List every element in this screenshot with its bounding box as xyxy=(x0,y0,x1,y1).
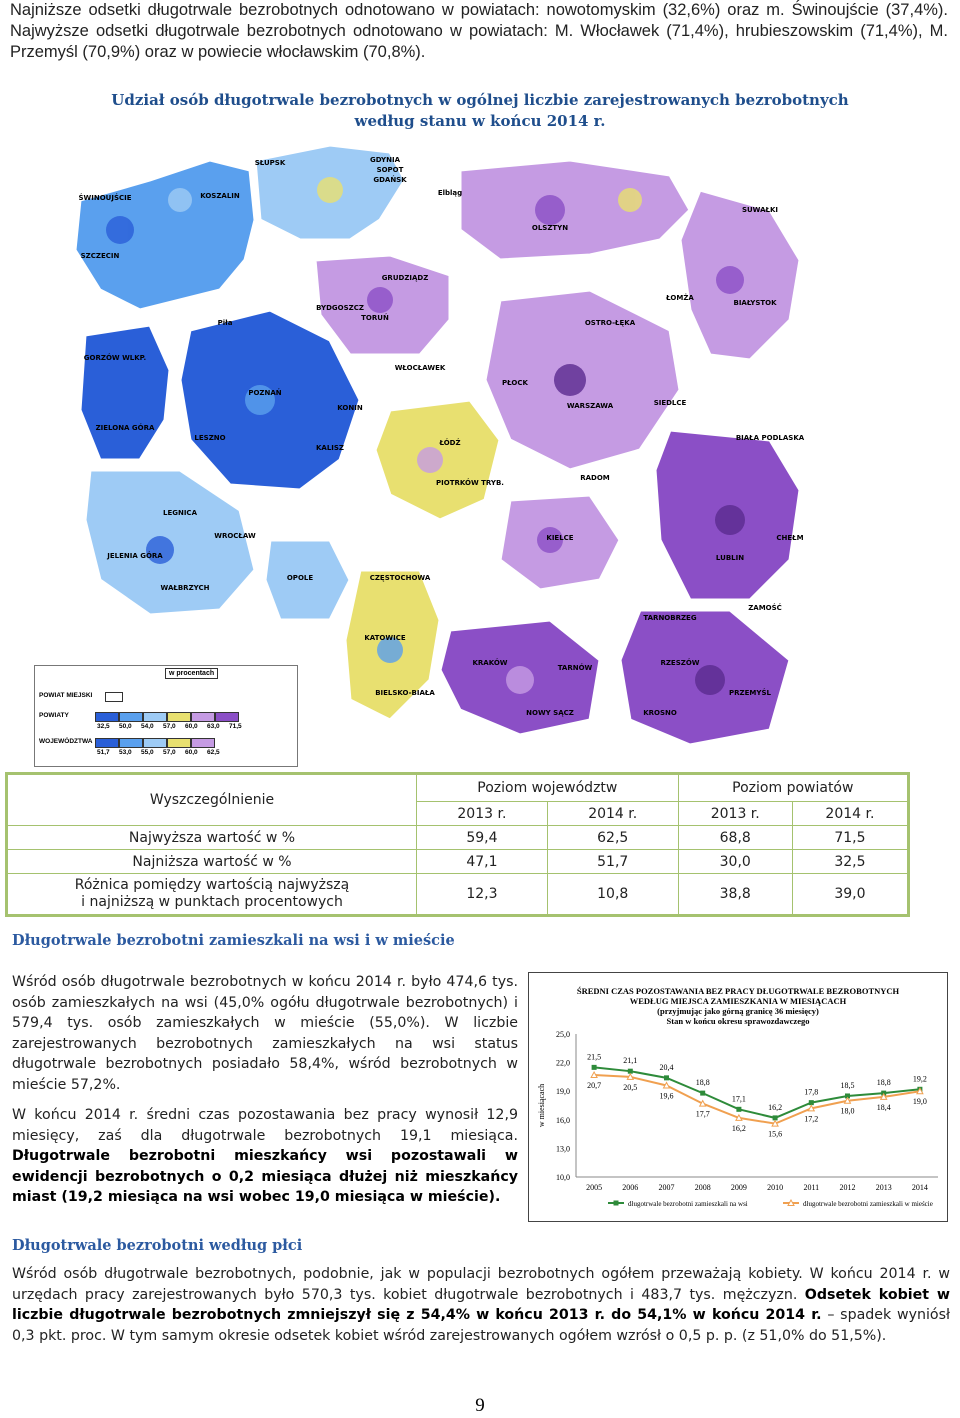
patch xyxy=(618,188,642,212)
table-row xyxy=(7,874,909,916)
table-cell: 71,5 xyxy=(792,826,908,850)
table-row xyxy=(7,850,909,874)
chart-data-label: 21,5 xyxy=(587,1052,602,1062)
paragraph-bold: Długotrwale bezrobotni mieszkańcy wsi pozostawali w ewidencji bezrobotnych o 0,2 miesiąca dłużej niż mieszkańcy miast (19,2 miesiąca na wsi wobec 19,0 miesiąca w mieście). xyxy=(12,1148,518,1205)
label-katowice: KATOWICE xyxy=(364,634,406,642)
intro-paragraph: Najniższe odsetki długotrwale bezrobotnych odnotowano w powiatach: nowotomyskim (32,6%) oraz m. Świnoujście (37,4%). Najwyższe odsetki długotrwale bezrobotnych odnotowano w powiatach: M. Włocławek (71,4%), hrubieszowskim (71,4%), M. Przemyśl (70,9%) oraz w powiecie włocławskim (70,8%). xyxy=(10,1,948,61)
legend-value: 51,7 xyxy=(97,749,110,756)
label-pila: Piła xyxy=(217,319,233,327)
chart-data-label: 18,0 xyxy=(840,1106,855,1116)
gender-text xyxy=(12,1264,950,1346)
chart-data-label: 19,2 xyxy=(912,1074,927,1084)
chart-title-line: Stan w końcu okresu sprawozdawczego xyxy=(666,1016,810,1026)
chart-legend-marker xyxy=(614,1201,619,1206)
legend-woj-swatches xyxy=(95,738,215,748)
voivodeships xyxy=(75,145,800,745)
chart-x-tick: 2013 xyxy=(875,1183,892,1192)
legend-powiaty-values xyxy=(97,723,251,730)
label-nowy-sacz: NOWY SĄCZ xyxy=(526,709,574,717)
patch xyxy=(506,666,534,694)
label-opole: OPOLE xyxy=(286,574,314,582)
label-warszawa: WARSZAWA xyxy=(566,402,614,410)
label-tarnobrzeg: TARNOBRZEG xyxy=(643,614,697,622)
chart-data-label: 18,8 xyxy=(695,1078,710,1088)
chart-point xyxy=(592,1065,597,1070)
table-year: 2013 r. xyxy=(678,802,792,826)
label-szczecin: SZCZECIN xyxy=(80,252,120,260)
stats-table xyxy=(5,772,910,917)
legend-swatch xyxy=(95,712,119,722)
patch xyxy=(535,195,565,225)
label-siedlce: SIEDLCE xyxy=(653,399,687,407)
table-year: 2014 r. xyxy=(547,802,678,826)
chart-point xyxy=(700,1091,705,1096)
label-radom: RADOM xyxy=(580,474,610,482)
chart-data-label: 19,6 xyxy=(659,1091,674,1101)
chart-data-label: 18,8 xyxy=(876,1078,891,1088)
chart-point xyxy=(664,1075,669,1080)
legend-powiaty-label: POWIATY xyxy=(39,712,69,719)
voiv-lubuskie xyxy=(80,325,170,460)
table-cell: 62,5 xyxy=(547,826,678,850)
duration-chart xyxy=(528,972,948,1222)
patch xyxy=(367,287,393,313)
label-gorzow: GORZÓW WLKP. xyxy=(83,354,147,362)
chart-legend-label: długotrwale bezrobotni zamieszkali na wsi xyxy=(628,1200,748,1208)
label-slupsk: SŁUPSK xyxy=(254,159,286,167)
label-olsztyn: OLSZTYN xyxy=(531,224,569,232)
chart-data-label: 20,5 xyxy=(623,1082,638,1092)
paragraph-normal: W końcu 2014 r. średni czas pozostawania bez pracy wynosił 12,9 miesięcy, zaś dla długotrwale bezrobotnych 19,1 miesiąca. xyxy=(12,1107,518,1144)
chart-x-tick: 2005 xyxy=(586,1183,603,1192)
legend-swatch xyxy=(143,738,167,748)
label-jelenia: JELENIA GÓRA xyxy=(107,552,163,560)
legend-city-label: POWIAT MIEJSKI xyxy=(39,692,93,699)
label-krosno: KROSNO xyxy=(643,709,677,717)
label-ostroleka: OSTRO-ŁĘKA xyxy=(584,319,636,327)
legend-swatch xyxy=(119,738,143,748)
patch xyxy=(317,177,343,203)
label-krakow: KRAKÓW xyxy=(472,659,508,667)
chart-y-tick: 13,0 xyxy=(556,1144,570,1154)
map-title-line2: według stanu w końcu 2014 r. xyxy=(354,112,606,130)
chart-x-tick: 2006 xyxy=(622,1183,639,1192)
table-header-row xyxy=(7,774,909,802)
label-przemysl: PRZEMYŚL xyxy=(729,689,771,697)
label-legnica: LEGNICA xyxy=(162,509,198,517)
chart-title-line: ŚREDNI CZAS POZOSTAWANIA BEZ PRACY DŁUGOTRWALE BEZROBOTNYCH xyxy=(576,986,900,996)
label-rzeszow: RZESZÓW xyxy=(660,659,700,667)
chart-legend-label: długotrwale bezrobotni zamieszkali w mieście xyxy=(803,1200,933,1208)
table-header-first: Wyszczególnienie xyxy=(7,774,417,826)
chart-y-label: w miesiącach xyxy=(537,1083,546,1128)
patch xyxy=(168,188,192,212)
label-torun: TORUŃ xyxy=(361,314,389,322)
chart-x-tick: 2010 xyxy=(767,1183,784,1192)
legend-value: 60,0 xyxy=(185,749,198,756)
label-walbrzych: WAŁBRZYCH xyxy=(160,584,210,592)
patch xyxy=(554,364,586,396)
chart-y-tick: 22,0 xyxy=(556,1058,570,1068)
table-row-label: Najniższa wartość w % xyxy=(7,850,417,874)
label-poznan: POZNAŃ xyxy=(248,389,282,397)
chart-data-label: 17,2 xyxy=(804,1114,819,1124)
chart-data-label: 18,4 xyxy=(876,1102,891,1112)
chart-data-label: 17,7 xyxy=(695,1109,710,1119)
label-tarnow: TARNÓW xyxy=(557,664,593,672)
legend-value: 62,5 xyxy=(207,749,220,756)
chart-data-label: 15,6 xyxy=(768,1129,783,1139)
label-sopot: SOPOT xyxy=(376,166,404,174)
label-piotrkow: PIOTRKÓW TRYB. xyxy=(436,479,504,487)
table-cell: 38,8 xyxy=(678,874,792,916)
table-cell: 51,7 xyxy=(547,850,678,874)
chart-data-label: 16,2 xyxy=(768,1102,783,1112)
table-cell: 47,1 xyxy=(417,850,548,874)
label-swinoujscie: ŚWINOUJŚCIE xyxy=(78,194,132,202)
legend-swatch xyxy=(143,712,167,722)
table-row-label: Najwyższa wartość w % xyxy=(7,826,417,850)
chart-data-label: 21,1 xyxy=(623,1056,638,1066)
label-grudziadz: GRUDZIĄDZ xyxy=(381,274,429,282)
table-header-pow: Poziom powiatów xyxy=(678,774,908,802)
page-number: 9 xyxy=(475,1395,485,1416)
table-cell: 32,5 xyxy=(792,850,908,874)
legend-value: 57,0 xyxy=(163,749,176,756)
label-plock: PŁOCK xyxy=(502,379,528,387)
legend-swatch xyxy=(215,712,239,722)
paragraph: Wśród osób długotrwale bezrobotnych w końcu 2014 r. było 474,6 tys. osób zamieszkałych na wsi (45,0% ogółu długotrwale bezrobotnych) i 579,4 tys. osób zamieszkałych w mieście (55,0%). W liczbie zarejestrowanych bezrobotnych zamieszkałych na wsi status długotrwale bezrobotnych posiadało 58,4%, wśród bezrobotnych w mieście 57,2%. xyxy=(12,974,518,1093)
label-biala: BIAŁA PODLASKA xyxy=(735,434,805,442)
table-cell: 30,0 xyxy=(678,850,792,874)
legend-woj-values xyxy=(97,749,229,756)
label-koszalin: KOSZALIN xyxy=(200,192,240,200)
residence-text xyxy=(12,972,518,1218)
legend-swatch xyxy=(167,738,191,748)
legend-swatch xyxy=(191,712,215,722)
chart-data-label: 20,4 xyxy=(659,1062,674,1072)
chart-point xyxy=(736,1107,741,1112)
label-chelm: CHEŁM xyxy=(776,534,804,542)
chart-x-tick: 2007 xyxy=(658,1183,675,1192)
patch xyxy=(695,665,725,695)
label-wroclaw: WROCŁAW xyxy=(214,532,256,540)
legend-value: 57,0 xyxy=(163,723,176,730)
table-year: 2013 r. xyxy=(417,802,548,826)
chart-x-tick: 2011 xyxy=(803,1183,820,1192)
label-kalisz: KALISZ xyxy=(315,444,345,452)
label-leszno: LESZNO xyxy=(194,434,226,442)
legend-city-swatch xyxy=(105,692,123,702)
table-row xyxy=(7,826,909,850)
map-legend xyxy=(34,665,298,767)
legend-heading: w procentach xyxy=(165,668,218,679)
table-cell: 10,8 xyxy=(547,874,678,916)
table-cell: 59,4 xyxy=(417,826,548,850)
label-bialystok: BIAŁYSTOK xyxy=(733,299,777,307)
label-kielce: KIELCE xyxy=(546,534,574,542)
legend-powiaty-swatches xyxy=(95,712,239,722)
map-title xyxy=(80,90,880,132)
label-lodz: ŁÓDŹ xyxy=(439,439,461,447)
legend-value: 71,5 xyxy=(229,723,242,730)
chart-title-line: (przyjmując jako górną granicę 36 miesięcy) xyxy=(657,1006,819,1016)
chart-y-tick: 16,0 xyxy=(556,1115,570,1125)
chart-x-tick: 2009 xyxy=(730,1183,747,1192)
legend-woj-label: WOJEWÓDZTWA xyxy=(39,738,93,745)
label-bielsko: BIELSKO-BIAŁA xyxy=(375,689,435,697)
table-row-label-line: i najniższą w punktach procentowych xyxy=(81,894,343,910)
chart-data-label: 18,5 xyxy=(840,1080,855,1090)
label-suwalki: SUWAŁKI xyxy=(741,206,779,214)
legend-value: 32,5 xyxy=(97,723,110,730)
table-cell: 12,3 xyxy=(417,874,548,916)
table-header-woj: Poziom województw xyxy=(417,774,679,802)
chart-data-label: 19,0 xyxy=(912,1097,927,1107)
chart-data-label: 17,8 xyxy=(804,1087,819,1097)
chart-x-tick: 2014 xyxy=(911,1183,928,1192)
legend-swatch xyxy=(191,738,215,748)
label-gdynia: GDYNIA xyxy=(370,156,400,164)
duration-chart-svg xyxy=(528,972,948,1222)
label-gdansk: GDAŃSK xyxy=(373,176,407,184)
legend-value: 50,0 xyxy=(119,723,132,730)
patch xyxy=(106,216,134,244)
paragraph xyxy=(12,1105,518,1208)
chart-y-tick: 10,0 xyxy=(556,1173,570,1182)
legend-value: 55,0 xyxy=(141,749,154,756)
paragraph-bold: Odsetek kobiet w liczbie długotrwale bezrobotnych zmniejszył się z 54,4% w końcu 2013 r. do 54,1% w końcu 2014 r. xyxy=(12,1286,950,1323)
table-year: 2014 r. xyxy=(792,802,908,826)
label-lublin: LUBLIN xyxy=(715,554,745,562)
label-lomza: ŁOMŻA xyxy=(666,294,694,302)
chart-title-line: WEDŁUG MIEJSCA ZAMIESZKANIA W MIESIĄCACH xyxy=(629,996,847,1006)
map-title-line1: Udział osób długotrwale bezrobotnych w ogólnej liczbie zarejestrowanych bezrobotnych xyxy=(111,91,849,109)
legend-value: 54,0 xyxy=(141,723,154,730)
table-cell: 68,8 xyxy=(678,826,792,850)
patch xyxy=(417,447,443,473)
legend-value: 63,0 xyxy=(207,723,220,730)
chart-y-tick: 19,0 xyxy=(556,1087,570,1097)
chart-x-tick: 2012 xyxy=(839,1183,856,1192)
legend-swatch xyxy=(167,712,191,722)
table-row-label xyxy=(7,874,417,916)
table-cell: 39,0 xyxy=(792,874,908,916)
patch xyxy=(715,505,745,535)
label-czestochowa: CZĘSTOCHOWA xyxy=(369,574,431,582)
voiv-zachodniopomorskie xyxy=(75,160,255,310)
label-konin: KONIN xyxy=(337,404,363,412)
legend-value: 60,0 xyxy=(185,723,198,730)
chart-y-tick: 25,0 xyxy=(556,1030,570,1039)
paragraph-normal: Wśród osób długotrwale bezrobotnych, podobnie, jak w populacji bezrobotnych ogółem przeważają kobiety. W końcu 2014 r. w urzędach pracy zarejestrowanych było 570,3 tys. kobiet długotrwale bezrobotnych i 483,7 tys. mężczyzn. xyxy=(12,1266,950,1303)
chart-data-label: 17,1 xyxy=(731,1094,746,1104)
legend-swatch xyxy=(95,738,119,748)
chart-x-tick: 2008 xyxy=(694,1183,711,1192)
table-row-label-line: Różnica pomiędzy wartością najwyższą xyxy=(74,877,350,893)
label-wloclawek: WŁOCŁAWEK xyxy=(394,364,446,372)
label-elblag: Elbląg xyxy=(437,189,463,197)
legend-swatch xyxy=(119,712,143,722)
label-zamosc: ZAMOŚĆ xyxy=(748,604,782,612)
chart-data-label: 16,2 xyxy=(731,1123,746,1133)
legend-value: 53,0 xyxy=(119,749,132,756)
patch xyxy=(716,266,744,294)
voiv-warminsko-mazurskie xyxy=(460,160,690,260)
chart-data-label: 20,7 xyxy=(587,1080,602,1090)
section-heading-gender: Długotrwale bezrobotni według płci xyxy=(12,1237,303,1254)
section-heading-residence: Długotrwale bezrobotni zamieszkali na wsi i w mieście xyxy=(12,932,455,949)
label-zielona: ZIELONA GÓRA xyxy=(95,424,155,432)
label-bydgoszcz: BYDGOSZCZ xyxy=(316,304,364,312)
paragraph-normal: – spadek wyniósł 0,3 pkt. proc. W tym samym okresie odsetek kobiet wśród zarejestrowanych ogółem wzrósł o 0,5 p. p. (z 51,0% do 51,5%). xyxy=(12,1307,951,1344)
